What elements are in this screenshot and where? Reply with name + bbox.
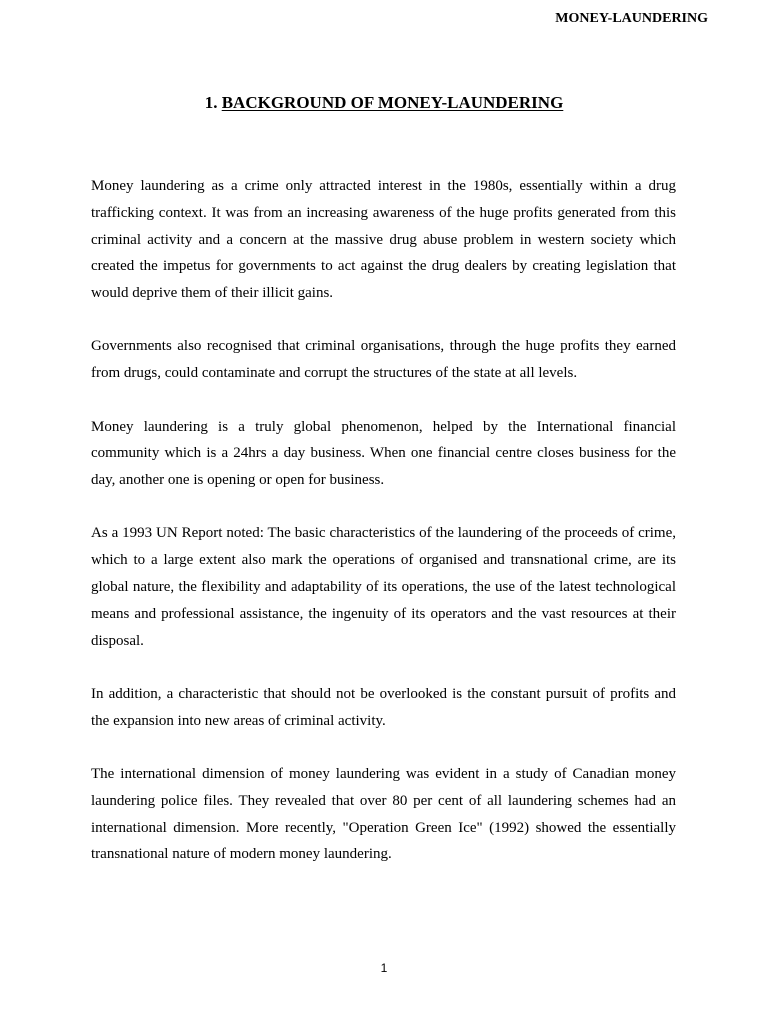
section-title: BACKGROUND OF MONEY-LAUNDERING — [221, 93, 564, 112]
section-heading — [0, 93, 768, 113]
body-text — [91, 173, 676, 895]
paragraph-2: Governments also recognised that criminal organisations, through the huge profits they earned from drugs, could contaminate and corrupt the structures of the state at all levels. — [91, 338, 676, 382]
paragraph-5: In addition, a characteristic that should not be overlooked is the constant pursuit of profits and the expansion into new areas of criminal activity. — [91, 685, 676, 729]
section-number: 1. — [204, 93, 218, 112]
paragraph-3: Money laundering is a truly global phenomenon, helped by the International financial community which is a 24hrs a day business. When one financial centre closes business for the day, another one is opening or open for business. — [91, 418, 676, 489]
page-number: 1 — [380, 961, 388, 975]
paragraph-4: As a 1993 UN Report noted: The basic characteristics of the laundering of the proceeds of crime, which to a large extent also mark the operations of organised and transnational crime, are its global nature, the flexibility and adaptability of its operations, the use of the latest technological means and professional assistance, the ingenuity of its operators and the vast resources at their disposal. — [91, 525, 676, 649]
paragraph-6: The international dimension of money laundering was evident in a study of Canadian money laundering police files. They revealed that over 80 per cent of all laundering schemes had an international dimension. More recently, "Operation Green Ice" (1992) showed the essentially transnational nature of modern money laundering. — [91, 766, 676, 863]
running-header: MONEY-LAUNDERING — [555, 11, 708, 26]
paragraph-1: Money laundering as a crime only attracted interest in the 1980s, essentially within a drug trafficking context. It was from an increasing awareness of the huge profits generated from this criminal activity and a concern at the massive drug abuse problem in western society which created the impetus for governments to act against the drug dealers by creating legislation that would deprive them of their illicit gains. — [91, 178, 676, 302]
